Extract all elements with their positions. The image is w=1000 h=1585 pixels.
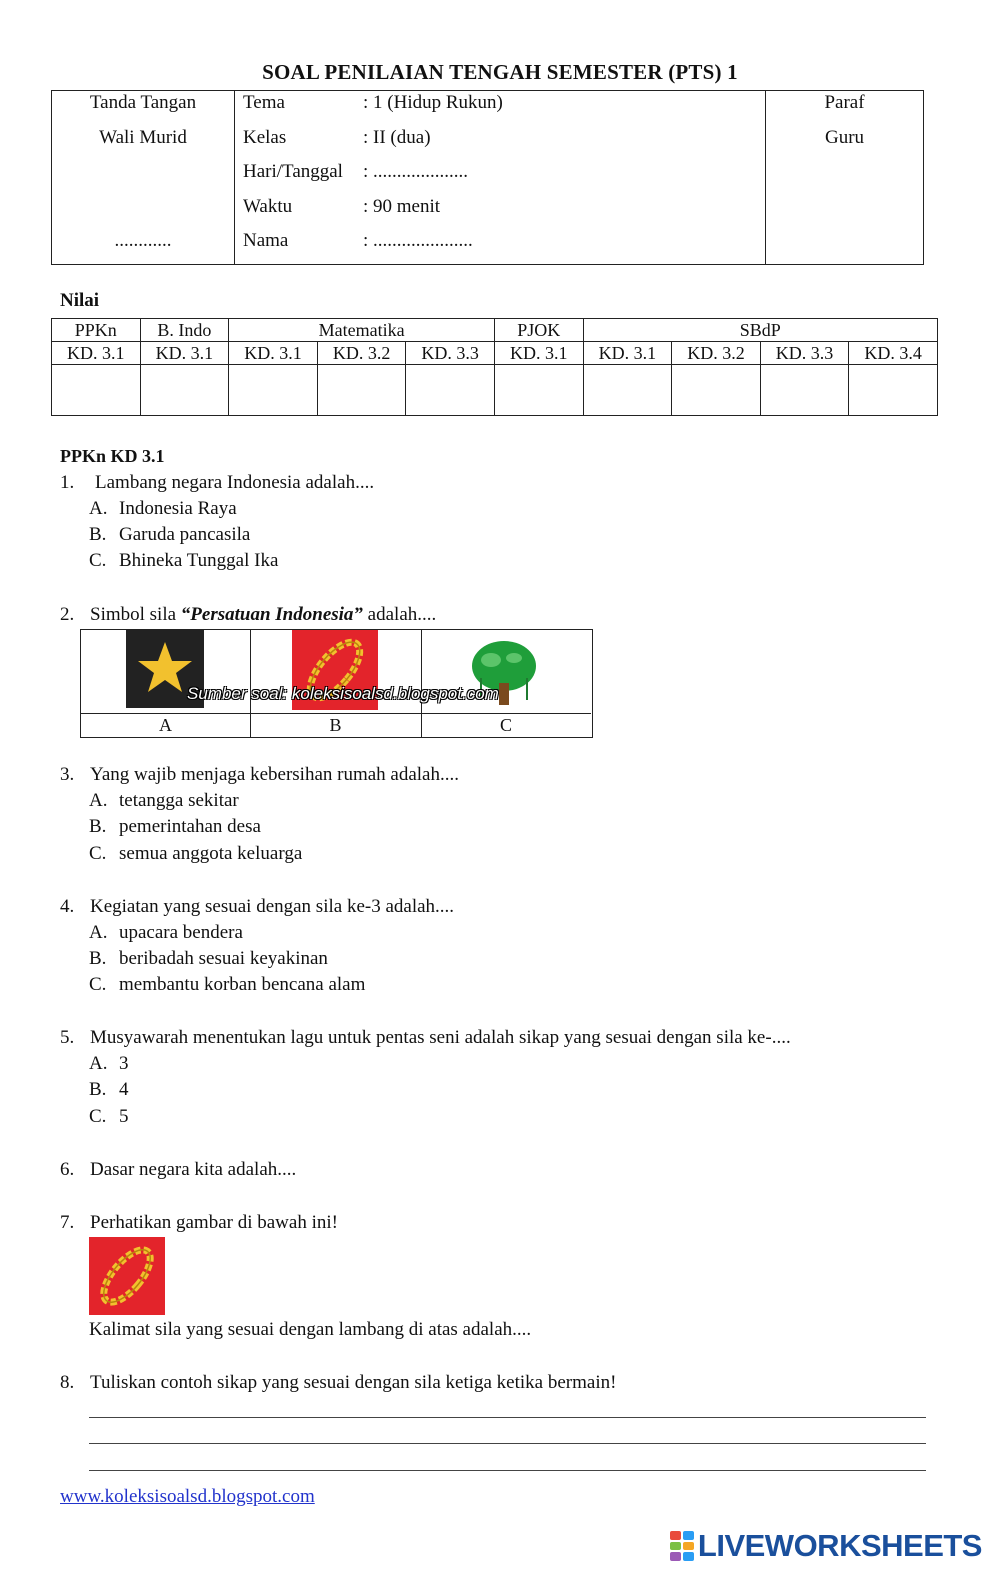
score-cell[interactable]	[52, 365, 141, 416]
page-title: SOAL PENILAIAN TENGAH SEMESTER (PTS) 1	[262, 60, 738, 84]
field-tanggal: Hari/Tanggal : ....................	[243, 161, 469, 182]
score-cell[interactable]	[849, 365, 938, 416]
score-cell[interactable]	[140, 365, 229, 416]
answer-line[interactable]	[89, 1417, 926, 1418]
q4-option-b[interactable]: B. beribadah sesuai keyakinan	[89, 948, 328, 969]
subject-cell: B. Indo	[140, 319, 229, 342]
q2-label-b: B	[250, 713, 422, 737]
q3-option-c[interactable]: C. semua anggota keluarga	[89, 843, 303, 864]
q4-option-a[interactable]: A. upacara bendera	[89, 922, 243, 943]
kd-row	[52, 342, 938, 365]
liveworksheets-logo-icon	[670, 1531, 694, 1561]
kd-cell: KD. 3.1	[52, 342, 141, 365]
field-kelas: Kelas : II (dua)	[243, 126, 431, 148]
q2-label-c: C	[421, 713, 591, 737]
question-3: 3. Yang wajib menjaga kebersihan rumah adalah....	[60, 764, 459, 785]
kd-cell: KD. 3.1	[140, 342, 229, 365]
kd-cell: KD. 3.1	[229, 342, 318, 365]
score-cell[interactable]	[317, 365, 406, 416]
guru-label: Guru	[824, 126, 865, 148]
kd-cell: KD. 3.1	[494, 342, 583, 365]
q4-option-c[interactable]: C. membantu korban bencana alam	[89, 974, 366, 995]
kd-cell: KD. 3.1	[583, 342, 672, 365]
question-1: 1. Lambang negara Indonesia adalah....	[60, 472, 375, 493]
nilai-label: Nilai	[60, 290, 100, 311]
section-heading: PPKn KD 3.1	[60, 446, 165, 466]
q3-option-a[interactable]: A. tetangga sekitar	[89, 790, 239, 811]
subject-row	[52, 319, 938, 342]
q5-option-b[interactable]: B. 4	[89, 1079, 129, 1100]
q1-option-b[interactable]: B. Garuda pancasila	[89, 524, 251, 545]
score-row	[52, 365, 938, 416]
kd-cell: KD. 3.3	[406, 342, 495, 365]
signature-label: Tanda Tangan	[89, 92, 197, 113]
paraf-label: Paraf	[824, 92, 865, 113]
liveworksheets-brand[interactable]	[670, 1528, 982, 1564]
q5-option-a[interactable]: A. 3	[89, 1053, 129, 1074]
parent-label: Wali Murid	[99, 126, 187, 148]
question-8: 8. Tuliskan contoh sikap yang sesuai dengan sila ketiga ketika bermain!	[60, 1372, 617, 1393]
subject-cell: PPKn	[52, 319, 141, 342]
q1-option-c[interactable]: C. Bhineka Tunggal Ika	[89, 550, 279, 571]
subject-cell: SBdP	[583, 319, 937, 342]
score-cell[interactable]	[229, 365, 318, 416]
signature-cell	[52, 91, 235, 265]
kd-cell: KD. 3.2	[672, 342, 761, 365]
chain-icon	[89, 1237, 165, 1315]
q2-label-a: A	[81, 713, 251, 737]
teacher-cell	[766, 91, 924, 265]
question-2: 2. Simbol sila “Persatuan Indonesia” adalah....	[60, 604, 437, 625]
kd-cell: KD. 3.4	[849, 342, 938, 365]
info-cell	[235, 91, 766, 265]
answer-line[interactable]	[89, 1470, 926, 1471]
question-7: 7. Perhatikan gambar di bawah ini!	[60, 1212, 338, 1233]
question-6: 6. Dasar negara kita adalah....	[60, 1159, 297, 1180]
q1-option-a[interactable]: A. Indonesia Raya	[89, 498, 237, 519]
score-cell[interactable]	[406, 365, 495, 416]
q7-followup: Kalimat sila yang sesuai dengan lambang di atas adalah....	[89, 1319, 532, 1340]
signature-dots: ............	[114, 230, 172, 251]
score-cell[interactable]	[760, 365, 849, 416]
q5-option-c[interactable]: C. 5	[89, 1106, 129, 1127]
subject-cell: PJOK	[494, 319, 583, 342]
kd-cell: KD. 3.2	[317, 342, 406, 365]
question-5: 5. Musyawarah menentukan lagu untuk pentas seni adalah sikap yang sesuai dengan sila ke-....	[60, 1027, 791, 1048]
source-watermark: Sumber soal: koleksisoalsd.blogspot.com	[187, 684, 499, 703]
score-cell[interactable]	[583, 365, 672, 416]
field-nama: Nama : .....................	[243, 230, 473, 251]
q3-option-b[interactable]: B. pemerintahan desa	[89, 816, 261, 837]
brand-name: LIVEWORKSHEETS	[697, 1528, 982, 1563]
source-link[interactable]: www.koleksisoalsd.blogspot.com	[60, 1486, 315, 1507]
field-tema: Tema : 1 (Hidup Rukun)	[243, 92, 503, 113]
subject-cell: Matematika	[229, 319, 495, 342]
question-4: 4. Kegiatan yang sesuai dengan sila ke-3 adalah....	[60, 896, 455, 917]
score-cell[interactable]	[494, 365, 583, 416]
field-waktu: Waktu : 90 menit	[243, 195, 441, 217]
kd-cell: KD. 3.3	[760, 342, 849, 365]
grade-table	[51, 318, 938, 416]
answer-line[interactable]	[89, 1443, 926, 1444]
score-cell[interactable]	[672, 365, 761, 416]
header-table	[51, 90, 924, 265]
